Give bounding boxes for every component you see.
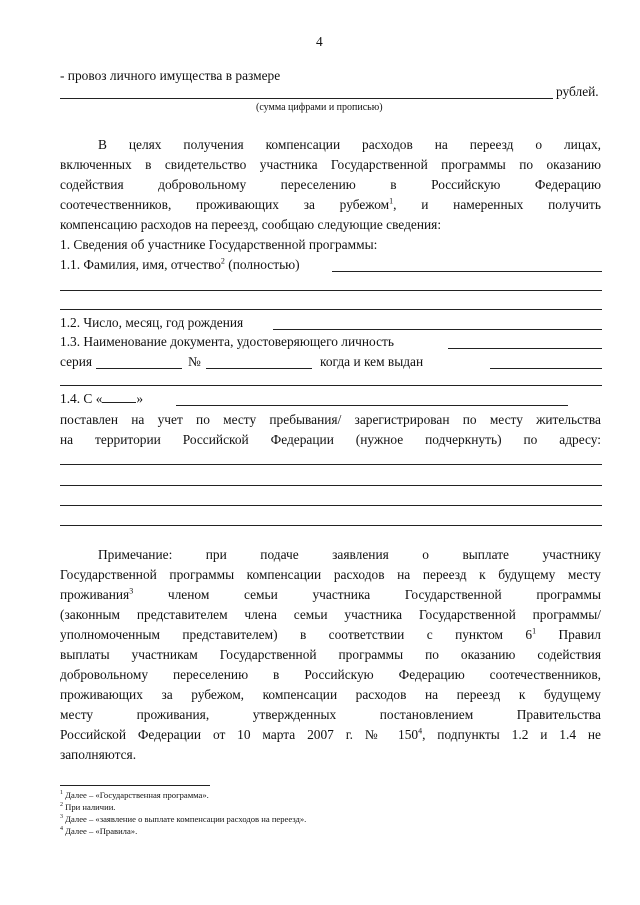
issued-label: когда и кем выдан (320, 354, 424, 369)
footnote-4-text: Далее – «Правила». (63, 826, 138, 836)
note-line-5-b: Правил (536, 627, 601, 642)
note-line-8: проживающих за рубежом, компенсации расходов на переезд к будущему (60, 687, 601, 702)
birth-date-field[interactable] (273, 329, 602, 330)
footnote-3-text: Далее – «заявление о выплате компенсации расходов на переезд». (63, 814, 307, 824)
note-line-1: Примечание: при подаче заявления о выплате участнику (98, 547, 601, 562)
note-line-11: заполняются. (60, 747, 137, 762)
footnote-ref-1b: 1 (532, 626, 537, 636)
field-1-1-text: 1.1. Фамилия, имя, отчество (60, 257, 221, 272)
issued-field[interactable] (490, 368, 602, 369)
intro-line-4-a: соотечественников, проживающих за рубежом (60, 197, 390, 212)
note-line-3-b: членом семьи участника Государственной программы (133, 587, 601, 602)
series-field[interactable] (96, 368, 182, 369)
intro-line-2: включенных в свидетельство участника Государственной программы по оказанию (60, 157, 601, 172)
note-line-3 (60, 587, 601, 603)
footnote-1-num: 1 (60, 790, 63, 797)
full-name-field[interactable] (332, 271, 602, 272)
note-line-5-a: уполномоченным представителем) в соответствии с пунктом 6 (60, 627, 533, 642)
registration-line-1: поставлен на учет по месту пребывания/ зарегистрирован по месту жительства (60, 412, 601, 427)
footnote-1-text: Далее – «Государственная программа». (63, 790, 209, 800)
field-1-1-text-b: (полностью) (224, 257, 300, 272)
footnote-4 (60, 826, 137, 836)
section-1-title: 1. Сведения об участнике Государственной программы: (60, 237, 378, 252)
intro-line-1: В целях получения компенсации расходов на переезд о лицах, (98, 137, 601, 152)
footnote-ref-4: 4 (418, 726, 423, 736)
page-number: 4 (316, 34, 323, 49)
luggage-hint: (сумма цифрами и прописью) (256, 102, 383, 113)
note-line-2: Государственной программы компенсации расходов на переезд к будущему месту (60, 567, 601, 582)
intro-line-4-b: , и намеренных получить (393, 197, 602, 212)
footnote-2-num: 2 (60, 802, 63, 809)
note-line-3-a: проживания (60, 587, 130, 602)
note-line-10 (60, 727, 601, 743)
registration-day-field[interactable] (102, 391, 136, 403)
note-line-9: месту проживания, утвержденных постановлением Правительства (60, 707, 601, 722)
series-label: серия (60, 354, 93, 369)
note-line-4: (законным представителем члена семьи участника Государственной программы/ (60, 607, 601, 622)
intro-line-3: содействия добровольному переселению в Российскую Федерацию (60, 177, 601, 192)
note-line-5 (60, 627, 601, 643)
field-1-4-label (60, 391, 143, 407)
full-name-field-line-2[interactable] (60, 290, 602, 291)
luggage-amount-field[interactable] (60, 98, 553, 99)
luggage-label: - провоз личного имущества в размере (60, 68, 281, 83)
footnote-ref-3: 3 (129, 586, 134, 596)
footnote-ref-1: 1 (389, 196, 394, 206)
field-1-3-label: 1.3. Наименование документа, удостоверяющего личность (60, 334, 394, 349)
note-line-10-a: Российской Федерации от 10 марта 2007 г. № 150 (60, 727, 419, 742)
field-1-2-label: 1.2. Число, месяц, год рождения (60, 315, 244, 330)
footnote-ref-2: 2 (220, 256, 225, 266)
full-name-field-line-3[interactable] (60, 309, 602, 310)
address-field-line-4[interactable] (60, 525, 602, 526)
footnote-4-num: 4 (60, 826, 63, 833)
intro-line-5: компенсацию расходов на переезд, сообщаю следующие сведения: (60, 217, 442, 232)
number-label: № (188, 354, 201, 369)
number-field[interactable] (206, 368, 312, 369)
footnote-1 (60, 790, 209, 800)
intro-line-4 (60, 197, 601, 213)
field-1-1-label (60, 257, 300, 273)
luggage-currency: рублей. (556, 84, 599, 99)
field-1-4-mid: » (136, 391, 144, 406)
registration-line-2: на территории Российской Федерации (нужное подчеркнуть) по адресу: (60, 432, 601, 447)
footnote-2 (60, 802, 115, 812)
note-line-7: добровольному переселению в Российскую Федерацию соотечественников, (60, 667, 601, 682)
address-field-line-1[interactable] (60, 464, 602, 465)
note-line-6: выплаты участникам Государственной программы по оказанию содействия (60, 647, 601, 662)
address-field-line-2[interactable] (60, 485, 602, 486)
address-field-line-3[interactable] (60, 505, 602, 506)
footnote-2-text: При наличии. (63, 802, 116, 812)
footnote-3-num: 3 (60, 814, 63, 821)
registration-date-field[interactable] (176, 405, 568, 406)
footnote-3 (60, 814, 306, 824)
field-1-4-prefix: 1.4. С « (60, 391, 103, 406)
issued-field-line-2[interactable] (60, 385, 602, 386)
document-name-field[interactable] (448, 348, 602, 349)
note-line-10-b: , подпункты 1.2 и 1.4 не (422, 727, 601, 742)
footnote-separator (60, 785, 210, 786)
